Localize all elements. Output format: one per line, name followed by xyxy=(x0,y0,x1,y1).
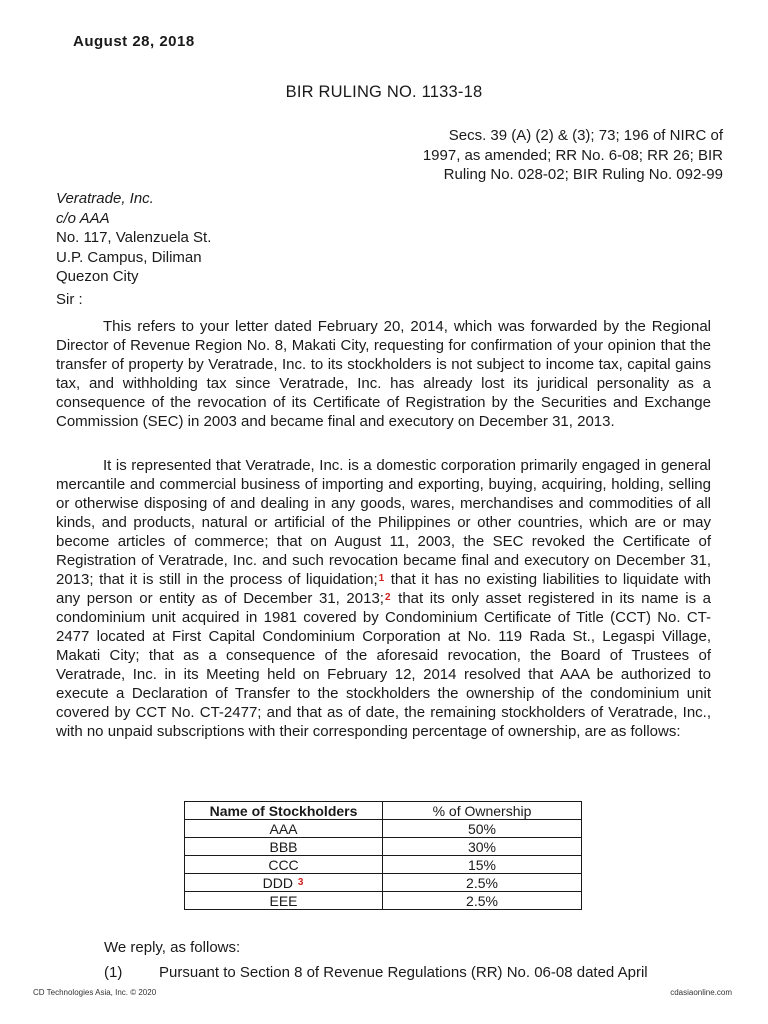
ruling-item-1 xyxy=(104,964,714,981)
stockholder-name: DDD xyxy=(262,874,293,891)
paragraph-text: that its only asset registered in its name is a condominium unit acquired in 1981 covered by Condominium Certificate of Title (CCT) No. CT-2477 located at First Capital Condominium Corporation at No. 119 Rada St., Legaspi Village, Makati City; that as a consequence of the aforesaid revocation, the Board of Trustees of Veratrade, Inc. in its Meeting held on February 12, 2014 resolved that AAA be authorized to execute a Declaration of Transfer to the stockholders the ownership of the condominium unit covered by CCT No. CT-2477; and that as of date, the remaining stockholders of Veratrade, Inc., with no unpaid subscriptions with their corresponding percentage of ownership, are as follows: xyxy=(56,590,712,740)
ruling-title: BIR RULING NO. 1133-18 xyxy=(285,83,483,101)
addressee-block xyxy=(56,189,211,287)
reference-line: 1997, as amended; RR No. 6-08; RR 26; BIR xyxy=(422,146,723,164)
paragraph-text: that it has no existing liabilities to liquidate with any person or entity as of December 31, 2013; xyxy=(56,571,711,607)
stockholder-name: EEE xyxy=(185,892,383,910)
table-row xyxy=(185,838,582,856)
stockholder-name-cell xyxy=(185,874,383,892)
footnote-ref-2[interactable]: 2 xyxy=(384,592,391,603)
footer-site[interactable]: cdasiaonline.com xyxy=(670,988,732,997)
addressee-line: U.P. Campus, Diliman xyxy=(56,248,202,266)
addressee-company: Veratrade, Inc. xyxy=(56,190,154,207)
table-row xyxy=(185,820,582,838)
reference-line: Secs. 39 (A) (2) & (3); 73; 196 of NIRC of xyxy=(448,127,723,144)
legal-references xyxy=(363,126,723,185)
stockholder-name: CCC xyxy=(185,856,383,874)
addressee-line: No. 117, Valenzuela St. xyxy=(56,229,212,246)
footnote-ref-3[interactable]: 3 xyxy=(297,876,304,888)
footer-copyright: CD Technologies Asia, Inc. © 2020 xyxy=(33,988,157,997)
footnote-ref-1[interactable]: 1 xyxy=(378,573,385,584)
reply-intro: We reply, as follows: xyxy=(104,939,241,956)
paragraph-intro: This refers to your letter dated February 20, 2014, which was forwarded by the Regional Director of Revenue Region No. 8, Makati City, requesting for confirmation of your opinion that the transfer of property by Veratrade, Inc. to its stockholders is not subject to income tax, capital gains tax, and withholding tax since Veratrade, Inc. has already lost its juridical personality as a consequence of the revocation of its Certificate of Registration by the Securities and Exchange Commission (SEC) in 2003 and became final and executory on December 31, 2013. xyxy=(56,318,711,430)
ruling-date: August 28, 2018 xyxy=(73,33,195,50)
reference-line: Ruling No. 028-02; BIR Ruling No. 092-99 xyxy=(443,166,723,183)
ownership-pct: 2.5% xyxy=(383,874,582,892)
ownership-pct: 30% xyxy=(383,838,582,856)
stockholder-name: BBB xyxy=(185,838,383,856)
item-number: (1) xyxy=(104,964,123,981)
stockholders-table xyxy=(184,801,582,910)
table-row xyxy=(185,856,582,874)
ownership-pct: 2.5% xyxy=(383,892,582,910)
paragraph-facts xyxy=(56,456,711,741)
table-row xyxy=(185,874,582,892)
addressee-line: Quezon City xyxy=(56,268,139,285)
header-ownership: % of Ownership xyxy=(383,802,582,820)
ownership-pct: 15% xyxy=(383,856,582,874)
addressee-care-of: c/o AAA xyxy=(56,209,110,227)
item-text: Pursuant to Section 8 of Revenue Regulations (RR) No. 06-08 dated April xyxy=(159,964,648,981)
stockholder-name: AAA xyxy=(185,820,383,838)
table-row xyxy=(185,892,582,910)
header-stockholder-name: Name of Stockholders xyxy=(185,802,383,820)
salutation: Sir : xyxy=(56,291,83,308)
paragraph-text: It is represented that Veratrade, Inc. is a domestic corporation primarily engaged in general mercantile and commercial business of importing and exporting, buying, acquiring, holding, selling or otherwise disposing of and dealing in any goods, wares, merchandises and commodities of all kinds, and products, natural or artificial of the Philippines or other countries, which are or may become articles of commerce; that on August 11, 2003, the SEC revoked the Certificate of Registration of Veratrade, Inc. and such revocation became final and executory on December 31, 2013; that it is still in the process of liquidation; xyxy=(56,457,711,588)
table-header-row xyxy=(185,802,582,820)
ownership-pct: 50% xyxy=(383,820,582,838)
